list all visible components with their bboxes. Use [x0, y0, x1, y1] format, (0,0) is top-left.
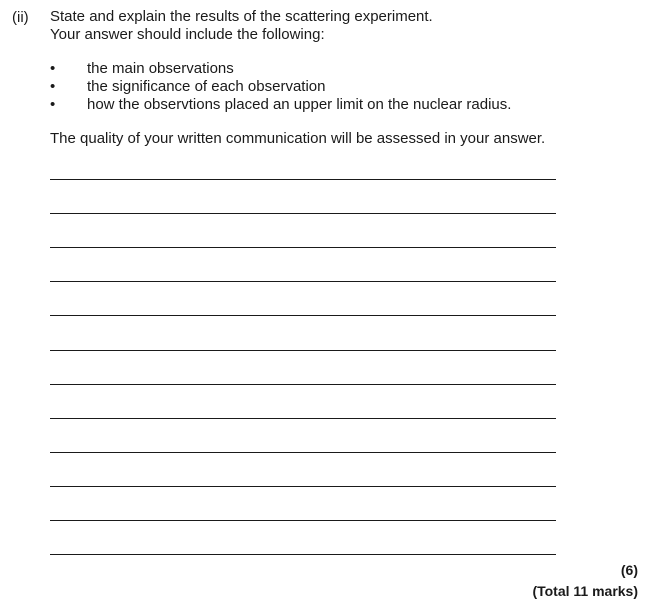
bullet-icon: • [50, 96, 56, 113]
question-stem-line: Your answer should include the following: [50, 26, 325, 43]
answer-line[interactable] [50, 350, 556, 351]
requirement-item [50, 60, 511, 78]
requirement-text: how the observtions placed an upper limit on the nuclear radius. [87, 96, 512, 113]
answer-line[interactable] [50, 315, 556, 316]
requirement-list [50, 60, 511, 114]
requirement-text: the main observations [87, 60, 234, 77]
answer-line[interactable] [50, 452, 556, 453]
requirement-item [50, 78, 511, 96]
requirement-item [50, 96, 511, 114]
answer-line[interactable] [50, 520, 556, 521]
question-stem [50, 8, 433, 44]
bullet-icon: • [50, 60, 56, 77]
answer-line[interactable] [50, 247, 556, 248]
answer-line[interactable] [50, 179, 556, 180]
quality-of-communication-note: The quality of your written communication will be assessed in your answer. [50, 130, 546, 147]
total-marks-label: (Total 11 marks) [532, 583, 638, 599]
answer-line[interactable] [50, 213, 556, 214]
answer-line[interactable] [50, 384, 556, 385]
question-part-label: (ii) [12, 9, 29, 26]
marks-label: (6) [620, 562, 638, 578]
answer-line[interactable] [50, 554, 556, 555]
requirement-text: the significance of each observation [87, 78, 326, 95]
answer-line[interactable] [50, 486, 556, 487]
question-stem-line: State and explain the results of the scattering experiment. [50, 8, 433, 25]
answer-line[interactable] [50, 281, 556, 282]
answer-line[interactable] [50, 418, 556, 419]
bullet-icon: • [50, 78, 56, 95]
